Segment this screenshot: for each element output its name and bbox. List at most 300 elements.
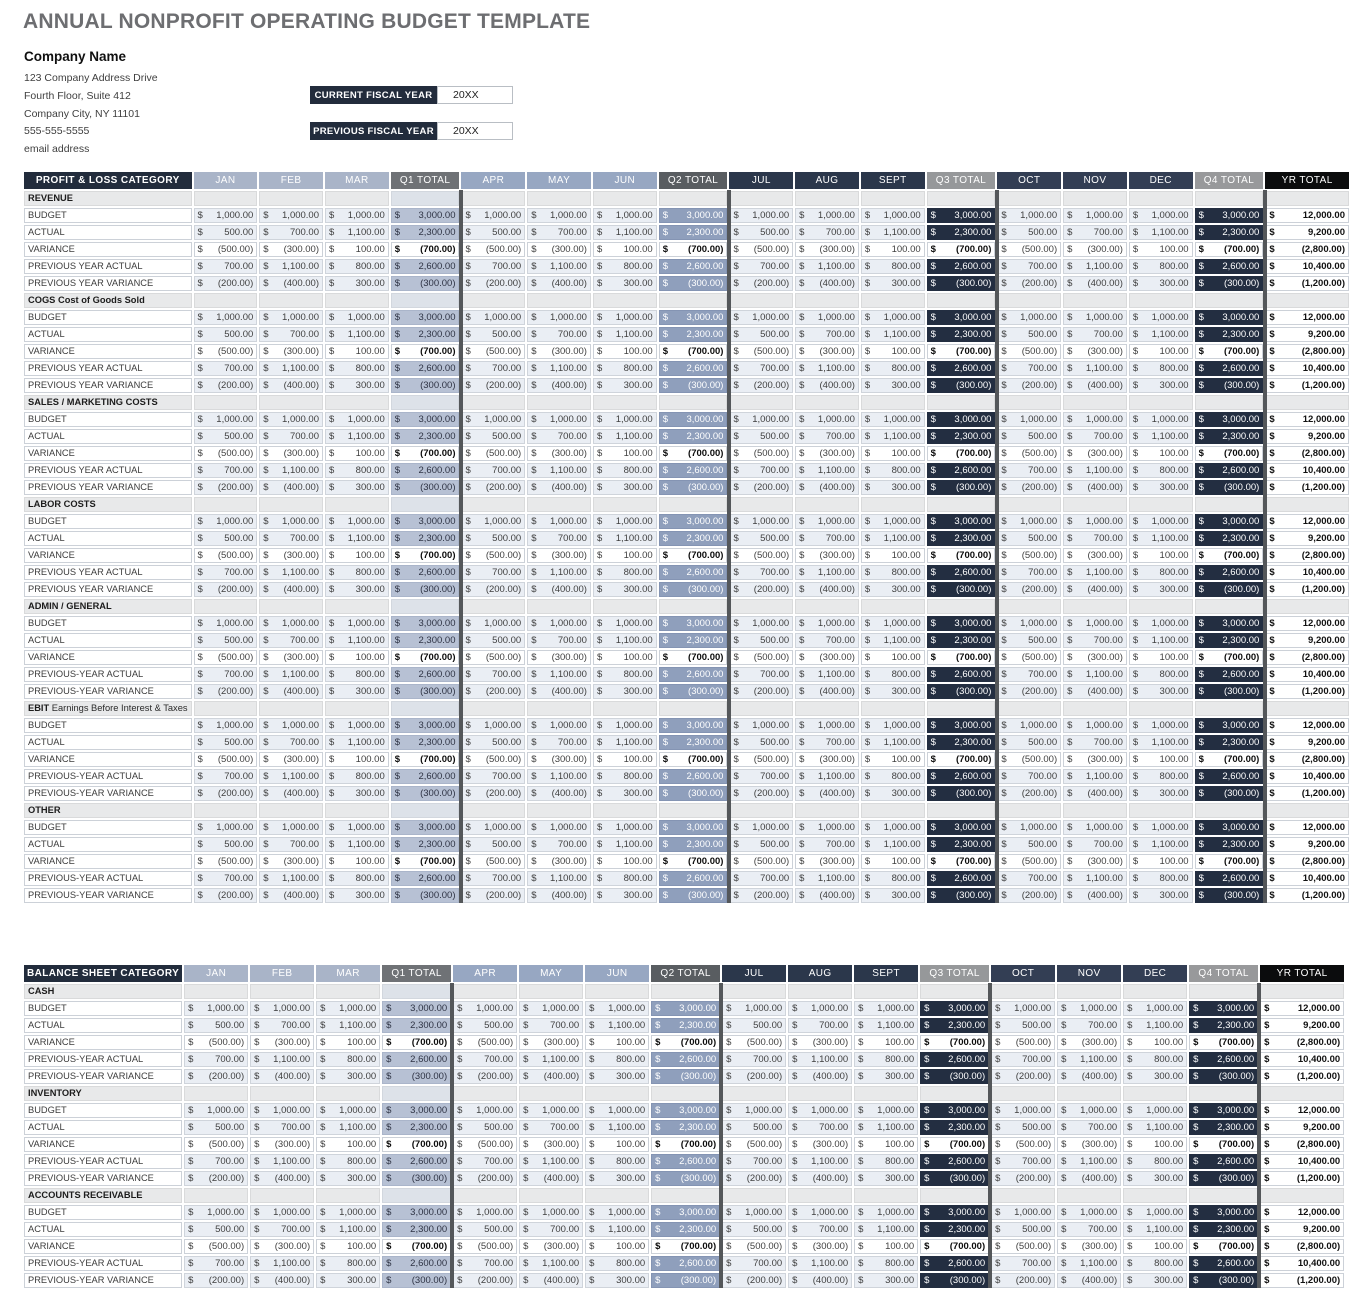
cell-q2-total[interactable]: [659, 310, 728, 325]
cell-jul[interactable]: [729, 565, 793, 580]
cell-q1-total[interactable]: [391, 684, 460, 699]
cell-q4-total[interactable]: [1195, 650, 1264, 665]
cell-q2-total[interactable]: [659, 429, 728, 444]
cell-oct[interactable]: [997, 259, 1061, 274]
cell-jun[interactable]: [593, 480, 657, 495]
cell-dec[interactable]: [1123, 1256, 1187, 1271]
cell-q1-total[interactable]: [382, 1137, 451, 1152]
cell-q3-total[interactable]: [927, 854, 996, 869]
cell-jan[interactable]: [194, 327, 258, 342]
cell-feb[interactable]: [259, 276, 323, 291]
cell-may[interactable]: [527, 837, 591, 852]
cell-aug[interactable]: [795, 225, 859, 240]
cell-oct[interactable]: [991, 1154, 1055, 1169]
cell-sept[interactable]: [861, 531, 925, 546]
cell-yr-total[interactable]: [1260, 1103, 1344, 1118]
cell-oct[interactable]: [997, 208, 1061, 223]
cell-aug[interactable]: [795, 871, 859, 886]
cell-feb[interactable]: [259, 650, 323, 665]
cell-sept[interactable]: [854, 1222, 918, 1237]
cell-jun[interactable]: [593, 259, 657, 274]
cell-feb[interactable]: [259, 888, 323, 903]
cell-q1-total[interactable]: [391, 871, 460, 886]
cell-feb[interactable]: [259, 446, 323, 461]
cell-dec[interactable]: [1123, 1273, 1187, 1288]
cell-may[interactable]: [527, 361, 591, 376]
cell-jan[interactable]: [194, 667, 258, 682]
cell-apr[interactable]: [461, 633, 525, 648]
cell-q3-total[interactable]: [927, 820, 996, 835]
cell-q4-total[interactable]: [1195, 820, 1264, 835]
cell-mar[interactable]: [325, 276, 389, 291]
cell-q2-total[interactable]: [659, 616, 728, 631]
cell-q2-total[interactable]: [651, 1154, 720, 1169]
cell-apr[interactable]: [453, 1154, 517, 1169]
cell-yr-total[interactable]: [1260, 1001, 1344, 1016]
cell-mar[interactable]: [325, 310, 389, 325]
cell-q1-total[interactable]: [391, 344, 460, 359]
cell-mar[interactable]: [325, 837, 389, 852]
cell-q2-total[interactable]: [659, 735, 728, 750]
cell-q1-total[interactable]: [391, 735, 460, 750]
cell-feb[interactable]: [259, 684, 323, 699]
cell-jun[interactable]: [593, 412, 657, 427]
cell-dec[interactable]: [1129, 616, 1193, 631]
cell-jul[interactable]: [722, 1239, 786, 1254]
cell-feb[interactable]: [259, 565, 323, 580]
cell-nov[interactable]: [1063, 650, 1127, 665]
cell-jul[interactable]: [729, 871, 793, 886]
cell-aug[interactable]: [788, 1171, 852, 1186]
cell-jan[interactable]: [194, 616, 258, 631]
cell-apr[interactable]: [461, 684, 525, 699]
cell-q1-total[interactable]: [391, 820, 460, 835]
cell-q1-total[interactable]: [382, 1069, 451, 1084]
cell-jun[interactable]: [585, 1069, 649, 1084]
cell-q1-total[interactable]: [391, 361, 460, 376]
cell-yr-total[interactable]: [1265, 837, 1349, 852]
cell-nov[interactable]: [1063, 446, 1127, 461]
cell-sept[interactable]: [861, 225, 925, 240]
cell-dec[interactable]: [1129, 327, 1193, 342]
cell-may[interactable]: [527, 616, 591, 631]
cell-jan[interactable]: [194, 786, 258, 801]
cell-q3-total[interactable]: [927, 276, 996, 291]
cell-aug[interactable]: [795, 480, 859, 495]
cell-may[interactable]: [527, 854, 591, 869]
cell-yr-total[interactable]: [1265, 259, 1349, 274]
cell-q2-total[interactable]: [651, 1120, 720, 1135]
cell-aug[interactable]: [795, 633, 859, 648]
cell-q2-total[interactable]: [651, 1256, 720, 1271]
cell-jan[interactable]: [194, 276, 258, 291]
cell-mar[interactable]: [325, 514, 389, 529]
cell-feb[interactable]: [259, 463, 323, 478]
cell-jan[interactable]: [194, 854, 258, 869]
cell-mar[interactable]: [325, 446, 389, 461]
cell-q1-total[interactable]: [382, 1018, 451, 1033]
cell-q1-total[interactable]: [382, 1222, 451, 1237]
cell-q2-total[interactable]: [651, 1137, 720, 1152]
cell-q4-total[interactable]: [1195, 412, 1264, 427]
cell-q4-total[interactable]: [1189, 1035, 1258, 1050]
cell-q4-total[interactable]: [1195, 446, 1264, 461]
cell-dec[interactable]: [1129, 514, 1193, 529]
cell-aug[interactable]: [795, 310, 859, 325]
cell-mar[interactable]: [325, 378, 389, 393]
cell-mar[interactable]: [316, 1154, 380, 1169]
cell-nov[interactable]: [1057, 1273, 1121, 1288]
cell-q2-total[interactable]: [659, 412, 728, 427]
cell-aug[interactable]: [795, 327, 859, 342]
cell-q4-total[interactable]: [1189, 1256, 1258, 1271]
cell-nov[interactable]: [1063, 820, 1127, 835]
cell-nov[interactable]: [1057, 1018, 1121, 1033]
cell-q3-total[interactable]: [927, 684, 996, 699]
cell-aug[interactable]: [788, 1069, 852, 1084]
cell-yr-total[interactable]: [1265, 463, 1349, 478]
cell-jun[interactable]: [585, 1137, 649, 1152]
cell-q1-total[interactable]: [391, 446, 460, 461]
cell-may[interactable]: [519, 1137, 583, 1152]
cell-q2-total[interactable]: [659, 242, 728, 257]
cell-sept[interactable]: [854, 1120, 918, 1135]
cell-q3-total[interactable]: [927, 463, 996, 478]
cell-jul[interactable]: [729, 888, 793, 903]
cell-jun[interactable]: [593, 327, 657, 342]
cell-q2-total[interactable]: [659, 208, 728, 223]
cell-feb[interactable]: [259, 361, 323, 376]
cell-dec[interactable]: [1129, 565, 1193, 580]
cell-aug[interactable]: [788, 1137, 852, 1152]
cell-q4-total[interactable]: [1189, 1001, 1258, 1016]
cell-q4-total[interactable]: [1195, 361, 1264, 376]
cell-nov[interactable]: [1063, 718, 1127, 733]
cell-mar[interactable]: [325, 633, 389, 648]
cell-mar[interactable]: [325, 429, 389, 444]
cell-oct[interactable]: [997, 446, 1061, 461]
cell-apr[interactable]: [461, 463, 525, 478]
cell-jun[interactable]: [593, 735, 657, 750]
cell-yr-total[interactable]: [1260, 1154, 1344, 1169]
cell-q1-total[interactable]: [391, 582, 460, 597]
cell-feb[interactable]: [259, 769, 323, 784]
cell-jan[interactable]: [194, 548, 258, 563]
cell-q4-total[interactable]: [1195, 667, 1264, 682]
cell-mar[interactable]: [316, 1052, 380, 1067]
cell-apr[interactable]: [461, 548, 525, 563]
cell-q2-total[interactable]: [659, 650, 728, 665]
cell-apr[interactable]: [461, 837, 525, 852]
cell-q4-total[interactable]: [1189, 1103, 1258, 1118]
cell-jan[interactable]: [194, 820, 258, 835]
cell-may[interactable]: [527, 684, 591, 699]
cell-q3-total[interactable]: [920, 1273, 989, 1288]
cell-jun[interactable]: [585, 1171, 649, 1186]
cell-q3-total[interactable]: [927, 548, 996, 563]
cell-sept[interactable]: [861, 854, 925, 869]
cell-mar[interactable]: [316, 1120, 380, 1135]
cell-dec[interactable]: [1129, 463, 1193, 478]
cell-dec[interactable]: [1129, 480, 1193, 495]
cell-jun[interactable]: [593, 582, 657, 597]
cell-nov[interactable]: [1063, 378, 1127, 393]
cell-mar[interactable]: [316, 1239, 380, 1254]
cell-q3-total[interactable]: [927, 310, 996, 325]
cell-dec[interactable]: [1129, 854, 1193, 869]
cell-yr-total[interactable]: [1265, 429, 1349, 444]
cell-q4-total[interactable]: [1189, 1052, 1258, 1067]
cell-may[interactable]: [527, 718, 591, 733]
cell-q3-total[interactable]: [920, 1239, 989, 1254]
cell-q1-total[interactable]: [382, 1001, 451, 1016]
cell-may[interactable]: [527, 820, 591, 835]
cell-oct[interactable]: [991, 1273, 1055, 1288]
cell-q3-total[interactable]: [920, 1171, 989, 1186]
cell-apr[interactable]: [453, 1069, 517, 1084]
cell-yr-total[interactable]: [1265, 667, 1349, 682]
cell-apr[interactable]: [461, 769, 525, 784]
cell-may[interactable]: [527, 769, 591, 784]
cell-oct[interactable]: [991, 1205, 1055, 1220]
cell-oct[interactable]: [997, 888, 1061, 903]
cell-oct[interactable]: [997, 378, 1061, 393]
cell-apr[interactable]: [461, 208, 525, 223]
cell-q1-total[interactable]: [391, 514, 460, 529]
cell-sept[interactable]: [861, 242, 925, 257]
cell-jul[interactable]: [729, 752, 793, 767]
cell-sept[interactable]: [854, 1171, 918, 1186]
cell-apr[interactable]: [461, 446, 525, 461]
cell-feb[interactable]: [259, 480, 323, 495]
cell-jul[interactable]: [722, 1001, 786, 1016]
cell-yr-total[interactable]: [1265, 310, 1349, 325]
cell-may[interactable]: [527, 735, 591, 750]
cell-dec[interactable]: [1129, 378, 1193, 393]
cell-may[interactable]: [527, 752, 591, 767]
cell-q1-total[interactable]: [382, 1052, 451, 1067]
cell-jul[interactable]: [722, 1273, 786, 1288]
cell-apr[interactable]: [453, 1103, 517, 1118]
cell-q2-total[interactable]: [659, 854, 728, 869]
cell-jul[interactable]: [722, 1069, 786, 1084]
cell-q4-total[interactable]: [1195, 633, 1264, 648]
cell-yr-total[interactable]: [1265, 514, 1349, 529]
cell-apr[interactable]: [453, 1239, 517, 1254]
cell-nov[interactable]: [1063, 548, 1127, 563]
cell-apr[interactable]: [461, 242, 525, 257]
cell-feb[interactable]: [250, 1205, 314, 1220]
cell-jan[interactable]: [194, 752, 258, 767]
cell-sept[interactable]: [861, 327, 925, 342]
cell-q1-total[interactable]: [391, 242, 460, 257]
cell-jan[interactable]: [184, 1154, 248, 1169]
cell-feb[interactable]: [250, 1103, 314, 1118]
cell-may[interactable]: [519, 1103, 583, 1118]
cell-jun[interactable]: [585, 1273, 649, 1288]
cell-apr[interactable]: [461, 718, 525, 733]
cell-feb[interactable]: [250, 1137, 314, 1152]
cell-q2-total[interactable]: [651, 1222, 720, 1237]
cell-yr-total[interactable]: [1265, 684, 1349, 699]
cell-oct[interactable]: [997, 548, 1061, 563]
cell-aug[interactable]: [788, 1239, 852, 1254]
cell-sept[interactable]: [861, 208, 925, 223]
cell-q4-total[interactable]: [1195, 208, 1264, 223]
cell-jan[interactable]: [184, 1001, 248, 1016]
cell-dec[interactable]: [1129, 888, 1193, 903]
cell-jun[interactable]: [585, 1052, 649, 1067]
cell-oct[interactable]: [991, 1222, 1055, 1237]
cell-mar[interactable]: [325, 565, 389, 580]
cell-sept[interactable]: [854, 1239, 918, 1254]
cell-jul[interactable]: [729, 276, 793, 291]
cell-q4-total[interactable]: [1195, 888, 1264, 903]
cell-dec[interactable]: [1129, 820, 1193, 835]
cell-jan[interactable]: [184, 1205, 248, 1220]
cell-oct[interactable]: [997, 650, 1061, 665]
cell-may[interactable]: [519, 1222, 583, 1237]
cell-nov[interactable]: [1063, 310, 1127, 325]
cell-q3-total[interactable]: [927, 752, 996, 767]
cell-q3-total[interactable]: [920, 1069, 989, 1084]
cell-feb[interactable]: [259, 531, 323, 546]
cell-feb[interactable]: [259, 310, 323, 325]
cell-yr-total[interactable]: [1265, 820, 1349, 835]
cell-jan[interactable]: [194, 650, 258, 665]
cell-may[interactable]: [527, 225, 591, 240]
cell-oct[interactable]: [991, 1256, 1055, 1271]
cell-jan[interactable]: [184, 1137, 248, 1152]
cell-jul[interactable]: [722, 1256, 786, 1271]
cell-jan[interactable]: [194, 837, 258, 852]
cell-may[interactable]: [527, 480, 591, 495]
cell-q4-total[interactable]: [1195, 548, 1264, 563]
cell-jan[interactable]: [184, 1103, 248, 1118]
cell-jan[interactable]: [194, 378, 258, 393]
cell-sept[interactable]: [861, 735, 925, 750]
cell-jun[interactable]: [593, 718, 657, 733]
cell-jan[interactable]: [194, 242, 258, 257]
cell-apr[interactable]: [453, 1256, 517, 1271]
cell-feb[interactable]: [259, 208, 323, 223]
cell-apr[interactable]: [453, 1120, 517, 1135]
cell-aug[interactable]: [795, 276, 859, 291]
cell-dec[interactable]: [1129, 225, 1193, 240]
cell-feb[interactable]: [250, 1256, 314, 1271]
cell-q1-total[interactable]: [382, 1154, 451, 1169]
cell-jul[interactable]: [729, 412, 793, 427]
cell-aug[interactable]: [795, 412, 859, 427]
cell-yr-total[interactable]: [1260, 1018, 1344, 1033]
cell-yr-total[interactable]: [1265, 225, 1349, 240]
cell-feb[interactable]: [259, 837, 323, 852]
cell-jun[interactable]: [593, 429, 657, 444]
cell-nov[interactable]: [1063, 684, 1127, 699]
cell-q2-total[interactable]: [659, 752, 728, 767]
cell-nov[interactable]: [1063, 633, 1127, 648]
cell-dec[interactable]: [1123, 1222, 1187, 1237]
cell-q1-total[interactable]: [391, 854, 460, 869]
cell-feb[interactable]: [259, 735, 323, 750]
cell-jul[interactable]: [729, 480, 793, 495]
cell-jan[interactable]: [194, 225, 258, 240]
cell-oct[interactable]: [997, 327, 1061, 342]
cell-oct[interactable]: [991, 1171, 1055, 1186]
cell-yr-total[interactable]: [1265, 361, 1349, 376]
cell-yr-total[interactable]: [1265, 650, 1349, 665]
cell-oct[interactable]: [997, 480, 1061, 495]
cell-oct[interactable]: [991, 1239, 1055, 1254]
cell-q4-total[interactable]: [1195, 616, 1264, 631]
cell-mar[interactable]: [325, 718, 389, 733]
cell-dec[interactable]: [1129, 548, 1193, 563]
cell-nov[interactable]: [1063, 531, 1127, 546]
cell-jan[interactable]: [194, 361, 258, 376]
cell-apr[interactable]: [461, 565, 525, 580]
cell-q1-total[interactable]: [391, 378, 460, 393]
cell-aug[interactable]: [795, 718, 859, 733]
cell-jul[interactable]: [729, 667, 793, 682]
cell-feb[interactable]: [250, 1154, 314, 1169]
cell-dec[interactable]: [1129, 531, 1193, 546]
cell-q1-total[interactable]: [382, 1239, 451, 1254]
cell-jul[interactable]: [729, 361, 793, 376]
cell-yr-total[interactable]: [1265, 735, 1349, 750]
cell-sept[interactable]: [861, 463, 925, 478]
cell-jul[interactable]: [722, 1222, 786, 1237]
cell-jul[interactable]: [729, 531, 793, 546]
cell-yr-total[interactable]: [1260, 1222, 1344, 1237]
cell-nov[interactable]: [1057, 1035, 1121, 1050]
cell-apr[interactable]: [461, 650, 525, 665]
cell-sept[interactable]: [861, 837, 925, 852]
cell-mar[interactable]: [325, 820, 389, 835]
cell-q4-total[interactable]: [1195, 480, 1264, 495]
cell-q2-total[interactable]: [659, 769, 728, 784]
cell-mar[interactable]: [325, 735, 389, 750]
cell-q4-total[interactable]: [1195, 429, 1264, 444]
cell-sept[interactable]: [861, 412, 925, 427]
cell-nov[interactable]: [1057, 1171, 1121, 1186]
cell-yr-total[interactable]: [1265, 565, 1349, 580]
cell-jun[interactable]: [593, 854, 657, 869]
cell-q2-total[interactable]: [659, 565, 728, 580]
cell-oct[interactable]: [997, 242, 1061, 257]
cell-q4-total[interactable]: [1195, 378, 1264, 393]
cell-q4-total[interactable]: [1195, 582, 1264, 597]
cell-apr[interactable]: [453, 1052, 517, 1067]
cell-q1-total[interactable]: [382, 1035, 451, 1050]
cell-apr[interactable]: [461, 616, 525, 631]
cell-q3-total[interactable]: [927, 242, 996, 257]
cell-may[interactable]: [519, 1205, 583, 1220]
cell-jun[interactable]: [593, 276, 657, 291]
cell-may[interactable]: [527, 276, 591, 291]
cell-nov[interactable]: [1057, 1001, 1121, 1016]
cell-mar[interactable]: [316, 1103, 380, 1118]
cell-q1-total[interactable]: [382, 1205, 451, 1220]
cell-dec[interactable]: [1129, 752, 1193, 767]
cell-yr-total[interactable]: [1260, 1069, 1344, 1084]
cell-dec[interactable]: [1123, 1171, 1187, 1186]
cell-jun[interactable]: [593, 786, 657, 801]
cell-may[interactable]: [527, 650, 591, 665]
cell-jul[interactable]: [729, 225, 793, 240]
cell-oct[interactable]: [997, 463, 1061, 478]
cell-oct[interactable]: [997, 616, 1061, 631]
cell-dec[interactable]: [1129, 837, 1193, 852]
